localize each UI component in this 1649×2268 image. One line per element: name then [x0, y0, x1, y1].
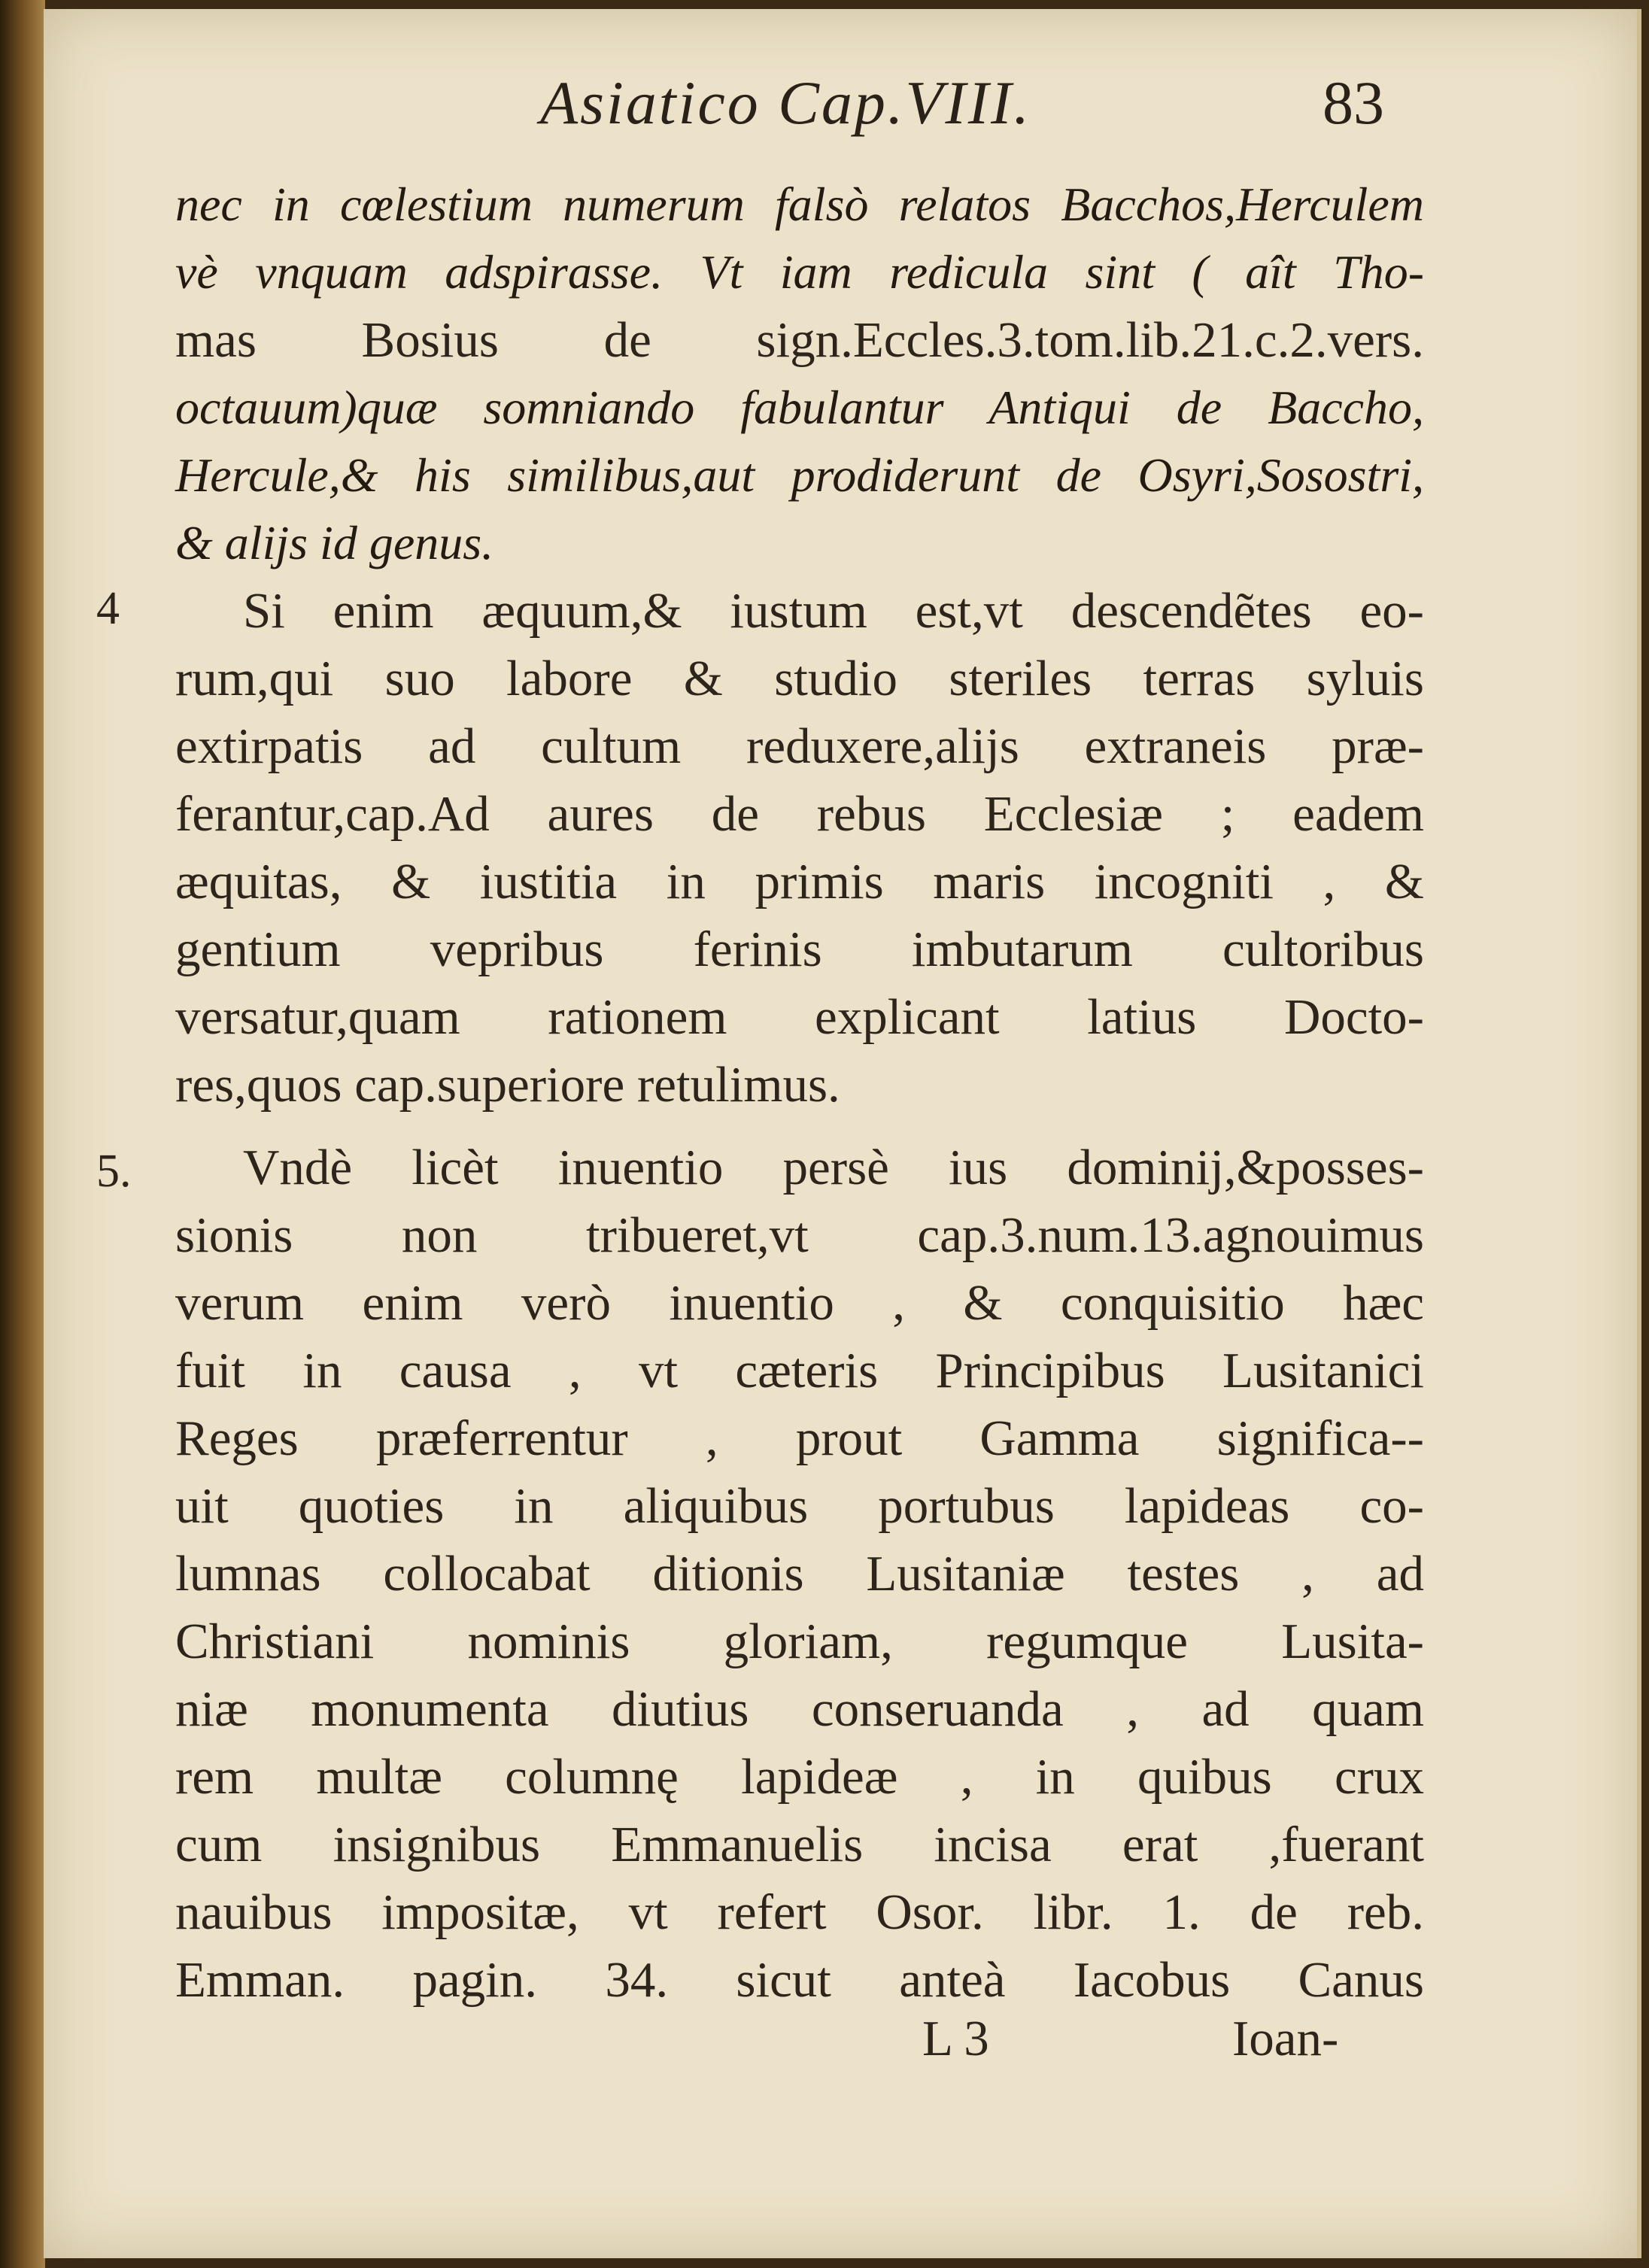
text-line: res,quos cap.superiore retulimus.: [175, 1057, 840, 1113]
catchword: Ioan-: [1232, 2011, 1339, 2066]
text-line: niæ monumenta diutius conseruanda , ad quam: [175, 1681, 1424, 1737]
book-spine-edge: [0, 0, 45, 2268]
paragraph-first-line: Si enim æquum,& iustum est,vt descendẽtes eo-: [243, 583, 1424, 639]
book-page: [44, 9, 1641, 2258]
text-line: æquitas, & iustitia in primis maris incogniti , &: [175, 854, 1424, 909]
page-header: [44, 68, 1637, 150]
text-line: vè vnquam adspirasse. Vt iam redicula sint ( aît Tho-: [175, 245, 1424, 299]
text-line: versatur,quam rationem explicant latius Docto-: [175, 989, 1424, 1045]
text-line: Hercule,& his similibus,aut prodiderunt de Osyri,Sosostri,: [175, 448, 1424, 502]
text-line: fuit in causa , vt cæteris Principibus Lusitanici: [175, 1343, 1424, 1398]
text-line: octauum)quæ somniando fabulantur Antiqui de Baccho,: [175, 381, 1424, 434]
text-line: rem multæ columnę lapideæ , in quibus crux: [175, 1749, 1424, 1805]
text-line: verum enim verò inuentio , & conquisitio hæc: [175, 1275, 1424, 1331]
text-line: uit quoties in aliquibus portubus lapideas co-: [175, 1478, 1424, 1534]
text-line: rum,qui suo labore & studio steriles terras syluis: [175, 651, 1424, 706]
text-line: ferantur,cap.Ad aures de rebus Ecclesiæ ; eadem: [175, 786, 1424, 842]
text-line: cum insignibus Emmanuelis incisa erat ,fuerant: [175, 1817, 1424, 1872]
text-line: extirpatis ad cultum reduxere,alijs extraneis præ-: [175, 718, 1424, 774]
margin-number: 5.: [96, 1146, 132, 1197]
text-line: lumnas collocabat ditionis Lusitaniæ testes , ad: [175, 1546, 1424, 1602]
text-line: sionis non tribueret,vt cap.3.num.13.agnouimus: [175, 1207, 1424, 1263]
text-line: Christiani nominis gloriam, regumque Lusita-: [175, 1614, 1424, 1669]
page-number: 83: [1323, 68, 1384, 137]
paragraph-first-line: Vndè licèt inuentio persè ius dominij,&posses-: [243, 1140, 1424, 1195]
text-line: nec in cœlestium numerum falsò relatos Bacchos,Herculem: [175, 178, 1424, 231]
margin-number: 4: [96, 583, 120, 634]
text-line: mas Bosius de sign.Eccles.3.tom.lib.21.c.2.vers.: [175, 312, 1424, 368]
text-line: gentium vepribus ferinis imbutarum cultoribus: [175, 921, 1424, 977]
text-line: nauibus impositæ, vt refert Osor. libr. 1. de reb.: [175, 1884, 1424, 1940]
text-line: & alijs id genus.: [175, 516, 494, 569]
running-title: Asiatico Cap.VIII.: [540, 68, 1031, 137]
text-line: Reges præferrentur , prout Gamma significa--: [175, 1410, 1424, 1466]
signature-mark: L 3: [922, 2011, 989, 2066]
text-line: Emman. pagin. 34. sicut anteà Iacobus Canus: [175, 1952, 1424, 2008]
